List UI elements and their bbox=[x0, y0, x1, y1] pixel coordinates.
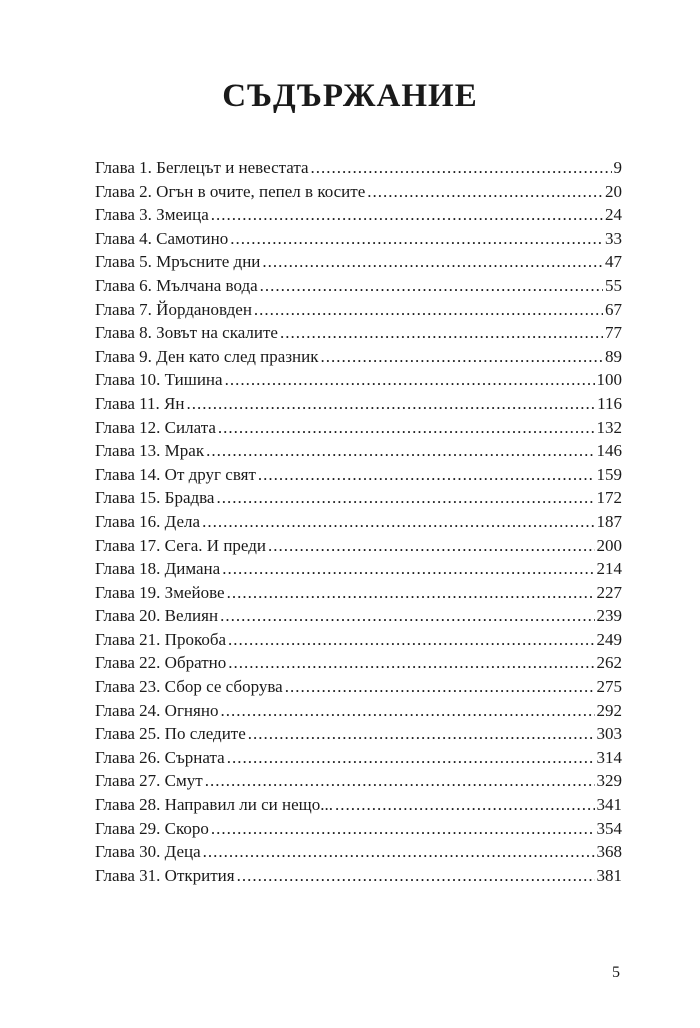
toc-entry bbox=[95, 368, 622, 392]
dot-leader bbox=[203, 840, 595, 864]
toc-entry-label: Глава 22. Обратно bbox=[95, 653, 227, 673]
dot-leader bbox=[335, 793, 595, 817]
toc-entry-page: 381 bbox=[596, 865, 622, 885]
toc-entry bbox=[95, 675, 622, 699]
toc-entry bbox=[95, 746, 622, 770]
toc-entry-page: 354 bbox=[596, 818, 622, 838]
toc-entry-page: 303 bbox=[596, 724, 622, 744]
dot-leader bbox=[262, 250, 603, 274]
dot-leader bbox=[367, 180, 603, 204]
page-title: СЪДЪРЖАНИЕ bbox=[222, 78, 478, 114]
toc-entry bbox=[95, 227, 622, 251]
toc-entry-label: Глава 5. Мръсните дни bbox=[95, 252, 261, 272]
toc-entry-page: 239 bbox=[596, 606, 622, 626]
toc-entry-label: Глава 20. Велиян bbox=[95, 606, 219, 626]
toc-entry-page: 116 bbox=[597, 393, 622, 413]
toc-entry-label: Глава 24. Огняно bbox=[95, 700, 219, 720]
toc-entry-label: Глава 23. Сбор се сборува bbox=[95, 677, 283, 697]
toc-entry-page: 329 bbox=[596, 771, 622, 791]
toc-entry-label: Глава 15. Брадва bbox=[95, 488, 215, 508]
toc-entry-page: 159 bbox=[596, 464, 622, 484]
toc-entry-page: 9 bbox=[613, 158, 622, 177]
toc-entry bbox=[95, 203, 622, 227]
toc-entry bbox=[95, 392, 622, 416]
toc-entry-label: Глава 13. Мрак bbox=[95, 441, 205, 461]
toc-entry bbox=[95, 250, 622, 274]
toc-entry bbox=[95, 557, 622, 581]
toc-entry bbox=[95, 156, 622, 180]
dot-leader bbox=[186, 392, 595, 416]
toc-entry bbox=[95, 180, 622, 204]
toc-entry bbox=[95, 321, 622, 345]
toc-entry-label: Глава 4. Самотино bbox=[95, 228, 229, 248]
toc-entry-label: Глава 25. По следите bbox=[95, 724, 246, 744]
toc-entry-label: Глава 6. Мълчана вода bbox=[95, 275, 258, 295]
dot-leader bbox=[280, 321, 603, 345]
toc-entry bbox=[95, 793, 622, 817]
toc-entry-page: 249 bbox=[596, 629, 622, 649]
toc-entry-page: 200 bbox=[596, 535, 622, 555]
dot-leader bbox=[228, 628, 594, 652]
dot-leader bbox=[228, 651, 594, 675]
toc-entry-label: Глава 29. Скоро bbox=[95, 818, 209, 838]
toc-entry-label: Глава 28. Направил ли си нещо... bbox=[95, 795, 333, 815]
toc-entry bbox=[95, 581, 622, 605]
toc-entry bbox=[95, 463, 622, 487]
toc-entry-label: Глава 16. Дела bbox=[95, 511, 201, 531]
toc-entry bbox=[95, 298, 622, 322]
toc-entry-page: 275 bbox=[596, 677, 622, 697]
toc-entry-label: Глава 10. Тишина bbox=[95, 370, 223, 390]
toc-entry-page: 227 bbox=[596, 582, 622, 602]
toc-entry bbox=[95, 345, 622, 369]
toc-entry-page: 33 bbox=[605, 228, 622, 248]
toc-entry-page: 77 bbox=[605, 323, 622, 343]
toc-entry-page: 24 bbox=[605, 205, 622, 225]
toc-entry bbox=[95, 817, 622, 841]
dot-leader bbox=[216, 486, 594, 510]
dot-leader bbox=[268, 534, 595, 558]
dot-leader bbox=[248, 722, 595, 746]
toc-entry-page: 20 bbox=[605, 181, 622, 201]
toc-entry-label: Глава 31. Открития bbox=[95, 865, 235, 885]
toc-entry bbox=[95, 769, 622, 793]
toc-entry-page: 262 bbox=[596, 653, 622, 673]
toc-entry-page: 214 bbox=[596, 559, 622, 579]
toc-entry-label: Глава 14. От друг свят bbox=[95, 464, 256, 484]
dot-leader bbox=[311, 156, 612, 180]
toc-entry-page: 341 bbox=[596, 795, 622, 815]
toc-entry-label: Глава 12. Силата bbox=[95, 417, 216, 437]
toc-entry-page: 67 bbox=[605, 299, 622, 319]
toc-entry-label: Глава 17. Сега. И преди bbox=[95, 535, 266, 555]
page-number: 5 bbox=[612, 964, 620, 981]
toc-entry-label: Глава 8. Зовът на скалите bbox=[95, 323, 278, 343]
dot-leader bbox=[205, 769, 595, 793]
toc-entry bbox=[95, 840, 622, 864]
dot-leader bbox=[254, 298, 603, 322]
toc-entry-label: Глава 11. Ян bbox=[95, 393, 185, 413]
dot-leader bbox=[211, 817, 595, 841]
toc-entry-page: 187 bbox=[596, 511, 622, 531]
toc-entry-page: 47 bbox=[605, 252, 622, 272]
toc-entry-page: 100 bbox=[596, 370, 622, 390]
toc-entry bbox=[95, 628, 622, 652]
toc-entry-label: Глава 1. Беглецът и невестата bbox=[95, 158, 309, 177]
toc-entry bbox=[95, 651, 622, 675]
dot-leader bbox=[220, 699, 594, 723]
toc-entry-label: Глава 18. Димана bbox=[95, 559, 221, 579]
toc-entry-page: 132 bbox=[596, 417, 622, 437]
toc-entry-page: 368 bbox=[596, 842, 622, 862]
toc-entry-page: 172 bbox=[596, 488, 622, 508]
toc-entry-label: Глава 21. Прокоба bbox=[95, 629, 227, 649]
toc-entry-label: Глава 30. Деца bbox=[95, 842, 201, 862]
toc-entry-page: 292 bbox=[596, 700, 622, 720]
dot-leader bbox=[227, 746, 595, 770]
toc-entry-label: Глава 2. Огън в очите, пепел в косите bbox=[95, 181, 366, 201]
table-of-contents bbox=[95, 156, 622, 887]
dot-leader bbox=[260, 274, 603, 298]
toc-entry bbox=[95, 486, 622, 510]
toc-entry-label: Глава 19. Змейове bbox=[95, 582, 225, 602]
toc-entry bbox=[95, 534, 622, 558]
dot-leader bbox=[222, 557, 594, 581]
dot-leader bbox=[225, 368, 595, 392]
toc-entry bbox=[95, 510, 622, 534]
toc-entry-label: Глава 27. Смут bbox=[95, 771, 203, 791]
dot-leader bbox=[227, 581, 595, 605]
toc-entry bbox=[95, 604, 622, 628]
toc-entry bbox=[95, 416, 622, 440]
dot-leader bbox=[206, 439, 594, 463]
dot-leader bbox=[258, 463, 595, 487]
dot-leader bbox=[211, 203, 603, 227]
dot-leader bbox=[202, 510, 594, 534]
toc-entry bbox=[95, 722, 622, 746]
toc-entry-page: 55 bbox=[605, 275, 622, 295]
toc-entry-page: 146 bbox=[596, 441, 622, 461]
dot-leader bbox=[220, 604, 594, 628]
toc-entry-page: 314 bbox=[596, 747, 622, 767]
dot-leader bbox=[321, 345, 604, 369]
dot-leader bbox=[237, 864, 595, 888]
toc-entry bbox=[95, 274, 622, 298]
toc-entry-label: Глава 26. Сърната bbox=[95, 747, 225, 767]
dot-leader bbox=[285, 675, 595, 699]
toc-entry-label: Глава 3. Змеица bbox=[95, 205, 209, 225]
toc-entry bbox=[95, 439, 622, 463]
toc-entry-label: Глава 7. Йордановден bbox=[95, 299, 252, 319]
dot-leader bbox=[230, 227, 603, 251]
toc-entry bbox=[95, 699, 622, 723]
toc-entry-page: 89 bbox=[605, 346, 622, 366]
dot-leader bbox=[218, 416, 595, 440]
toc-entry bbox=[95, 864, 622, 888]
toc-entry-label: Глава 9. Ден като след празник bbox=[95, 346, 319, 366]
